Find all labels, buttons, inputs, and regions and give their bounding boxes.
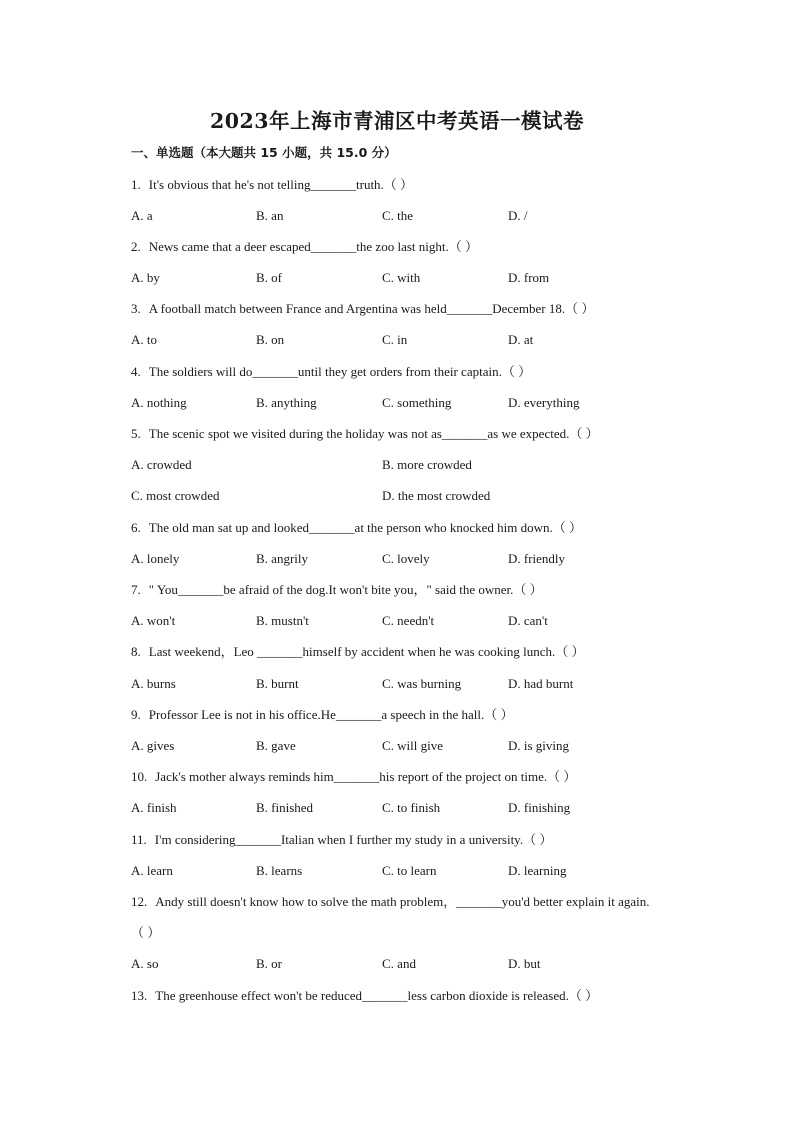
question-7 (131, 582, 543, 598)
option-b: B. more crowded (382, 457, 472, 472)
option-b: B. gave (256, 738, 296, 753)
question-number: 7. (131, 582, 141, 597)
question-6 (131, 520, 582, 536)
option-d: D. finishing (508, 800, 571, 815)
question-text: The old man sat up and looked_______at the person who knocked him down.（ ） (148, 520, 583, 535)
section-heading: 一、单选题（本大题共 15 小题，共 15.0 分） (131, 145, 397, 160)
option-d: D. is giving (508, 738, 570, 753)
question-11 (131, 832, 552, 848)
question-text: Professor Lee is not in his office.He_______a speech in the hall.（ ） (148, 707, 514, 722)
question-number: 13. (131, 988, 148, 1003)
question-text: News came that a deer escaped_______the zoo last night.（ ） (148, 239, 478, 254)
question-3 (131, 301, 594, 317)
question-8 (131, 644, 585, 660)
question-number: 11. (131, 832, 147, 847)
question-text: A football match between France and Argentina was held_______December 18.（ ） (148, 301, 595, 316)
option-a: A. gives (131, 738, 175, 753)
option-a: A. burns (131, 676, 176, 691)
option-a: A. nothing (131, 395, 187, 410)
option-a: A. crowded (131, 457, 192, 472)
option-b: B. anything (256, 395, 317, 410)
question-text: I'm considering_______Italian when I further my study in a university.（ ） (154, 832, 553, 847)
option-d: D. everything (508, 395, 580, 410)
option-b: B. or (256, 956, 282, 971)
option-d: D. had burnt (508, 676, 574, 691)
option-c: C. needn't (382, 613, 435, 628)
option-c: C. to learn (382, 863, 437, 878)
option-c: C. to finish (382, 800, 441, 815)
question-number: 5. (131, 426, 141, 441)
question-text: " You_______be afraid of the dog.It won't bite you，" said the owner.（ ） (148, 582, 543, 597)
option-d: D. / (508, 208, 528, 223)
question-number: 10. (131, 769, 148, 784)
option-b: B. an (256, 208, 284, 223)
option-d: D. at (508, 332, 534, 347)
option-c: C. and (382, 956, 416, 971)
question-number: 4. (131, 364, 141, 379)
question-number: 2. (131, 239, 141, 254)
option-b: B. mustn't (256, 613, 309, 628)
question-13 (131, 988, 598, 1004)
option-c: C. most crowded (131, 488, 220, 503)
option-a: A. won't (131, 613, 176, 628)
option-c: C. lovely (382, 551, 430, 566)
option-b: B. learns (256, 863, 303, 878)
option-a: A. finish (131, 800, 177, 815)
option-a: A. so (131, 956, 159, 971)
question-text: The greenhouse effect won't be reduced_______less carbon dioxide is released.（ ） (155, 988, 599, 1003)
option-d: D. but (508, 956, 541, 971)
question-4 (131, 364, 531, 380)
option-b: B. angrily (256, 551, 308, 566)
question-5 (131, 426, 599, 442)
question-10 (131, 769, 576, 785)
question-text: Jack's mother always reminds him_______his report of the project on time.（ ） (155, 769, 577, 784)
question-text: Last weekend，Leo _______himself by accident when he was cooking lunch.（ ） (148, 644, 585, 659)
option-b: B. of (256, 270, 282, 285)
question-12 (131, 894, 650, 910)
option-d: D. friendly (508, 551, 566, 566)
option-a: A. to (131, 332, 157, 347)
option-a: A. learn (131, 863, 173, 878)
question-text: The scenic spot we visited during the holiday was not as_______as we expected.（ ） (148, 426, 599, 441)
option-c: C. in (382, 332, 408, 347)
option-b: B. burnt (256, 676, 299, 691)
question-2 (131, 239, 478, 255)
question-number: 6. (131, 520, 141, 535)
option-d: D. from (508, 270, 550, 285)
question-text: The soldiers will do_______until they get orders from their captain.（ ） (148, 364, 532, 379)
option-c: C. the (382, 208, 414, 223)
option-d: D. the most crowded (382, 488, 491, 503)
question-number: 1. (131, 177, 141, 192)
option-d: D. learning (508, 863, 567, 878)
question-number: 3. (131, 301, 141, 316)
question-9 (131, 707, 514, 723)
question-number: 8. (131, 644, 141, 659)
option-a: A. a (131, 208, 153, 223)
question-text: Andy still doesn't know how to solve the math problem，_______you'd better explain it again. (155, 894, 650, 909)
option-c: C. was burning (382, 676, 462, 691)
option-b: B. on (256, 332, 285, 347)
option-b: B. finished (256, 800, 314, 815)
question-number: 9. (131, 707, 141, 722)
option-c: C. with (382, 270, 421, 285)
question-1 (131, 177, 413, 193)
page-title: 2023年上海市青浦区中考英语一模试卷 (209, 109, 585, 133)
question-12-continuation: （ ） (131, 925, 161, 940)
option-d: D. can't (508, 613, 548, 628)
option-a: A. lonely (131, 551, 180, 566)
question-text: It's obvious that he's not telling_______truth.（ ） (148, 177, 414, 192)
option-c: C. will give (382, 738, 444, 753)
option-c: C. something (382, 395, 452, 410)
question-number: 12. (131, 894, 148, 909)
option-a: A. by (131, 270, 160, 285)
